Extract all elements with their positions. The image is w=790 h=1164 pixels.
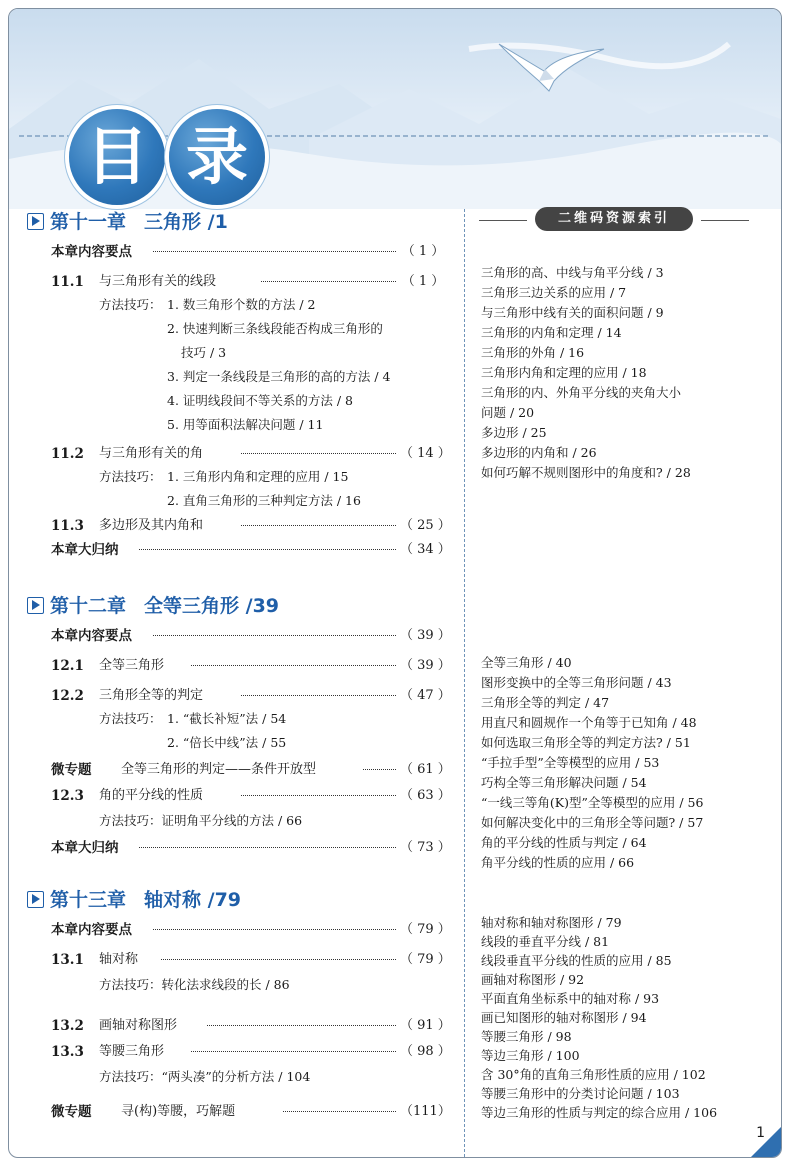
chevron-right-icon — [27, 213, 44, 230]
chevron-right-icon — [27, 891, 44, 908]
qr-item[interactable]: 三角形内角和定理的应用 / 18 — [481, 365, 647, 380]
qr-item[interactable]: 轴对称和轴对称图形 / 79 — [481, 915, 622, 930]
chapter-13-heading[interactable]: 第十三章 轴对称 /79 — [27, 885, 241, 912]
method-item[interactable]: 2. “倍长中线”法 / 55 — [167, 735, 287, 750]
qr-item[interactable]: 平面直角坐标系中的轴对称 / 93 — [481, 991, 660, 1006]
chapter-12-heading[interactable]: 第十二章 全等三角形 /39 — [27, 591, 279, 618]
method-item[interactable]: 1. 数三角形个数的方法 / 2 — [167, 297, 316, 312]
qr-item[interactable]: 三角形的内、外角平分线的夹角大小 — [481, 385, 682, 400]
qr-item[interactable]: 线段的垂直平分线 / 81 — [481, 934, 610, 949]
qr-item[interactable]: 图形变换中的全等三角形问题 / 43 — [481, 675, 672, 690]
qr-item[interactable]: 等腰三角形 / 98 — [481, 1029, 572, 1044]
qr-item[interactable]: 角平分线的性质的应用 / 66 — [481, 855, 635, 870]
qr-item[interactable]: 多边形 / 25 — [481, 425, 547, 440]
toc-entry[interactable]: 12.3 角的平分线的性质 （ 63 ） — [51, 788, 451, 804]
qr-item[interactable]: 角的平分线的性质与判定 / 64 — [481, 835, 647, 850]
method-prefix: 方法技巧： — [99, 297, 162, 312]
qr-item[interactable]: 等腰三角形中的分类讨论问题 / 103 — [481, 1086, 680, 1101]
heading-char-mu: 目 — [69, 109, 165, 205]
qr-item[interactable]: 画轴对称图形 / 92 — [481, 972, 585, 987]
qr-index-heading — [479, 207, 749, 233]
method-item[interactable]: 3. 判定一条线段是三角形的高的方法 / 4 — [167, 369, 391, 384]
qr-item[interactable]: 三角形的高、中线与角平分线 / 3 — [481, 265, 664, 280]
qr-item[interactable]: “手拉手型”全等模型的应用 / 53 — [481, 755, 660, 770]
qr-item[interactable]: 三角形的外角 / 16 — [481, 345, 585, 360]
method-item[interactable]: 方法技巧：转化法求线段的长 / 86 — [99, 977, 290, 992]
page-number: 1 — [756, 1125, 765, 1141]
toc-entry[interactable]: 11.2 与三角形有关的角 （ 14 ） — [51, 446, 451, 462]
qr-item[interactable]: 含 30°角的直角三角形性质的应用 / 102 — [481, 1067, 706, 1082]
method-item[interactable]: 4. 证明线段间不等关系的方法 / 8 — [167, 393, 354, 408]
method-item[interactable]: 2. 直角三角形的三种判定方法 / 16 — [167, 493, 361, 508]
qr-item[interactable]: 三角形全等的判定 / 47 — [481, 695, 610, 710]
toc-entry[interactable]: 微专题 寻(构)等腰，巧解题 （111） — [51, 1104, 451, 1120]
toc-entry[interactable]: 本章内容要点 （ 39 ） — [51, 628, 451, 644]
qr-item[interactable]: 如何解决变化中的三角形全等问题? / 57 — [481, 815, 704, 830]
method-item[interactable]: 5. 用等面积法解决问题 / 11 — [167, 417, 324, 432]
method-item[interactable]: 1. “截长补短”法 / 54 — [167, 711, 287, 726]
method-prefix: 方法技巧： — [99, 711, 162, 726]
qr-item[interactable]: 线段垂直平分线的性质的应用 / 85 — [481, 953, 672, 968]
toc-entry[interactable]: 微专题 全等三角形的判定——条件开放型 （ 61 ） — [51, 762, 451, 778]
method-item[interactable]: 方法技巧：“两头凑”的分析方法 / 104 — [99, 1069, 311, 1084]
toc-entry[interactable]: 12.2 三角形全等的判定 （ 47 ） — [51, 688, 451, 704]
qr-item[interactable]: 问题 / 20 — [481, 405, 535, 420]
toc-entry[interactable]: 本章内容要点 （ 1 ） — [51, 244, 445, 260]
qr-item[interactable]: “一线三等角(K)型”全等模型的应用 / 56 — [481, 795, 704, 810]
method-item[interactable]: 2. 快速判断三条线段能否构成三角形的 — [167, 321, 383, 336]
method-item[interactable]: 1. 三角形内角和定理的应用 / 15 — [167, 469, 349, 484]
toc-entry[interactable]: 13.3 等腰三角形 （ 98 ） — [51, 1044, 451, 1060]
toc-entry[interactable]: 本章大归纳 （ 34 ） — [51, 542, 451, 558]
qr-item[interactable]: 如何选取三角形全等的判定方法? / 51 — [481, 735, 691, 750]
qr-item[interactable]: 画已知图形的轴对称图形 / 94 — [481, 1010, 647, 1025]
toc-entry[interactable]: 本章内容要点 （ 79 ） — [51, 922, 451, 938]
toc-entry[interactable]: 12.1 全等三角形 （ 39 ） — [51, 658, 451, 674]
toc-entry[interactable]: 11.1 与三角形有关的线段 （ 1 ） — [51, 274, 445, 290]
toc-entry[interactable]: 13.2 画轴对称图形 （ 91 ） — [51, 1018, 451, 1034]
toc-entry[interactable]: 11.3 多边形及其内角和 （ 25 ） — [51, 518, 451, 534]
qr-index-title: 二维码资源索引 — [535, 207, 693, 231]
chevron-right-icon — [27, 597, 44, 614]
heading-char-lu: 录 — [169, 109, 265, 205]
qr-item[interactable]: 三角形三边关系的应用 / 7 — [481, 285, 627, 300]
qr-item[interactable]: 三角形的内角和定理 / 14 — [481, 325, 622, 340]
column-divider — [464, 209, 465, 1157]
toc-entry[interactable]: 本章大归纳 （ 73 ） — [51, 840, 451, 856]
qr-item[interactable]: 多边形的内角和 / 26 — [481, 445, 597, 460]
qr-item[interactable]: 巧构全等三角形解决问题 / 54 — [481, 775, 647, 790]
qr-item[interactable]: 如何巧解不规则图形中的角度和? / 28 — [481, 465, 691, 480]
toc-entry[interactable]: 13.1 轴对称 （ 79 ） — [51, 952, 451, 968]
method-item[interactable]: 方法技巧：证明角平分线的方法 / 66 — [99, 813, 303, 828]
qr-item[interactable]: 等边三角形 / 100 — [481, 1048, 580, 1063]
page-frame — [8, 8, 782, 1158]
corner-decoration — [751, 1127, 781, 1157]
qr-item[interactable]: 等边三角形的性质与判定的综合应用 / 106 — [481, 1105, 718, 1120]
qr-item[interactable]: 与三角形中线有关的面积问题 / 9 — [481, 305, 664, 320]
qr-item[interactable]: 用直尺和圆规作一个角等于已知角 / 48 — [481, 715, 697, 730]
method-prefix: 方法技巧： — [99, 469, 162, 484]
qr-item[interactable]: 全等三角形 / 40 — [481, 655, 572, 670]
chapter-11-heading[interactable]: 第十一章 三角形 /1 — [27, 207, 228, 234]
method-item[interactable]: 技巧 / 3 — [181, 345, 227, 360]
